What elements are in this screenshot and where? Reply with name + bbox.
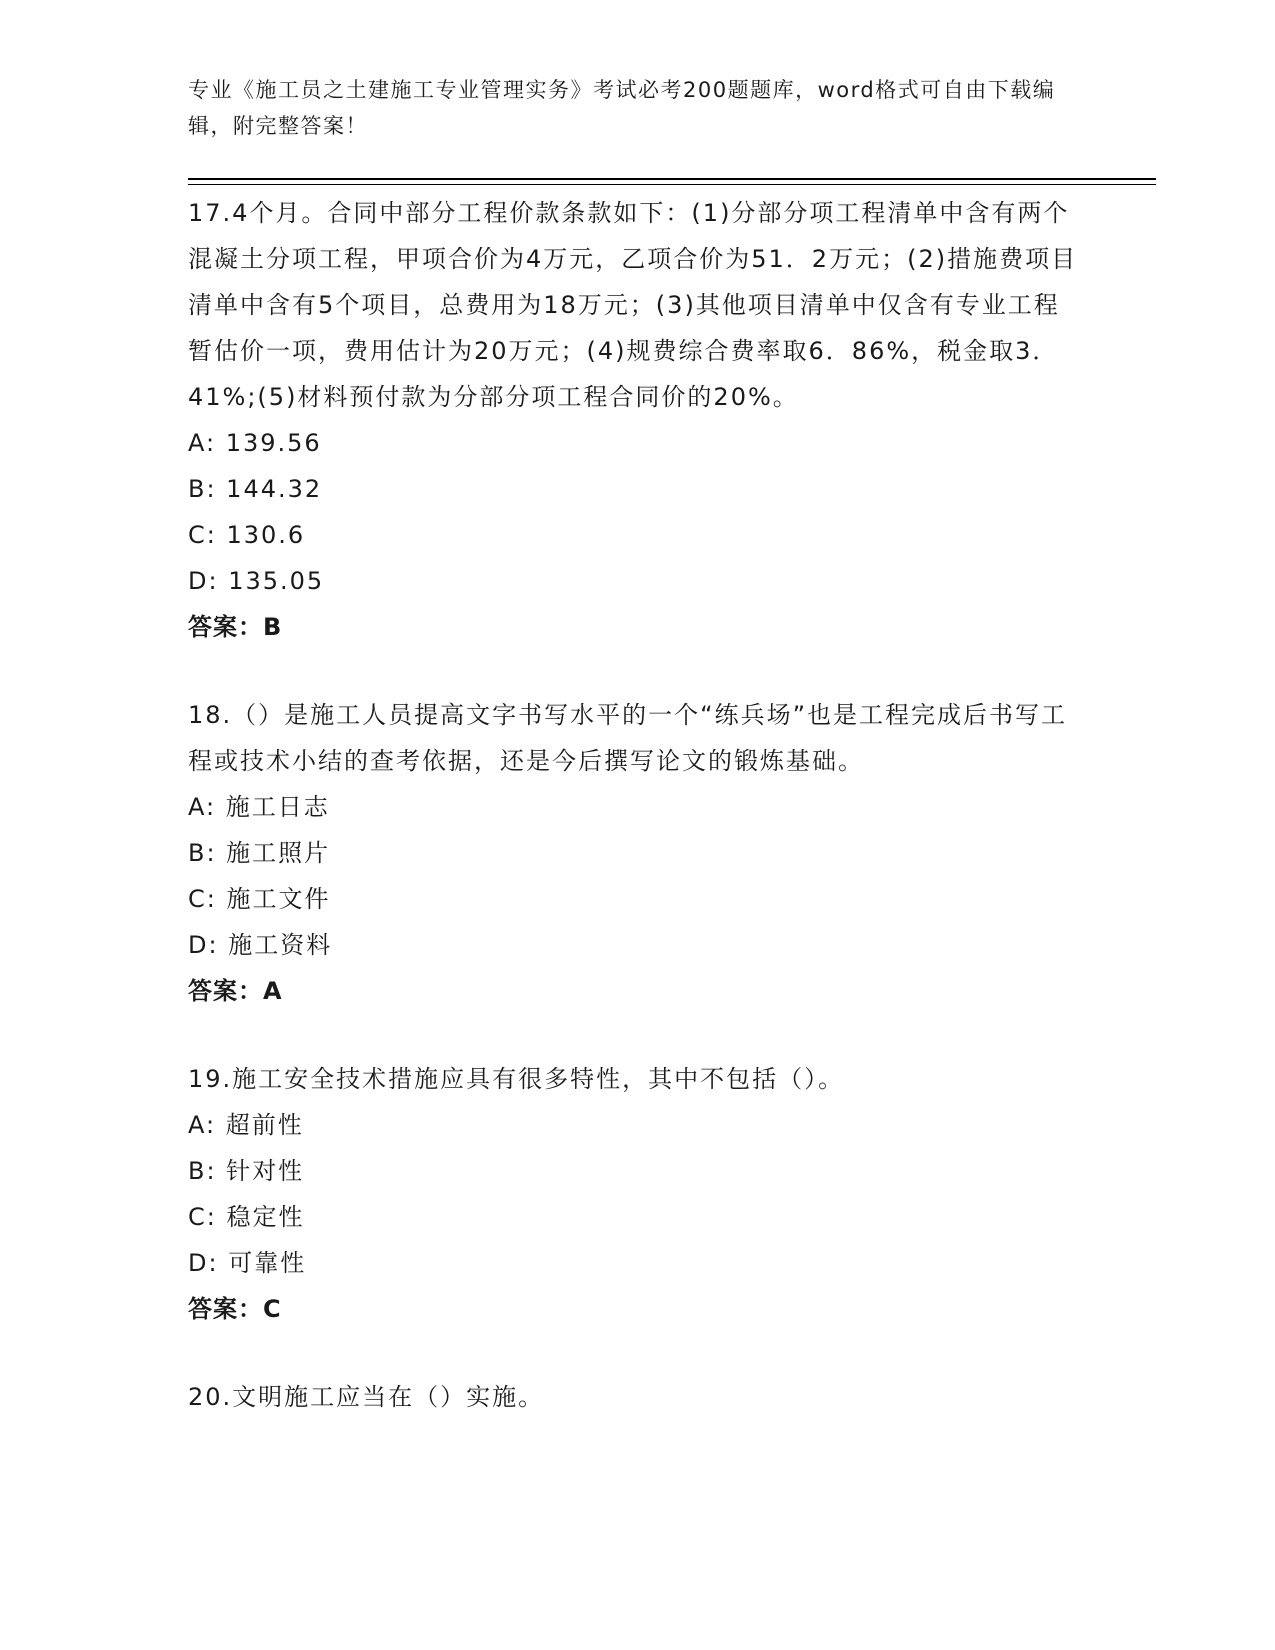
option-d: D: 施工资料 (188, 931, 333, 959)
question-18 (188, 692, 1078, 1014)
option-c: C: 130.6 (188, 521, 306, 549)
question-list (188, 190, 1078, 1462)
answer: 答案：B (188, 613, 283, 641)
answer: 答案：C (188, 1295, 282, 1323)
option-b: B: 针对性 (188, 1157, 305, 1185)
option-a: A: 施工日志 (188, 793, 330, 821)
question-19 (188, 1056, 1078, 1332)
question-17 (188, 190, 1078, 650)
option-b: B: 施工照片 (188, 839, 331, 867)
option-d: D: 135.05 (188, 567, 325, 595)
question-stem: 19.施工安全技术措施应具有很多特性，其中不包括（）。 (188, 1065, 845, 1093)
option-a: A: 超前性 (188, 1111, 304, 1139)
option-c: C: 施工文件 (188, 885, 331, 913)
question-stem: 18.（）是施工人员提高文字书写水平的一个“练兵场”也是工程完成后书写工程或技术小结的查考依据，还是今后撰写论文的锻炼基础。 (188, 701, 1068, 775)
question-20 (188, 1374, 1078, 1420)
answer: 答案：A (188, 977, 283, 1005)
question-stem: 20.文明施工应当在（）实施。 (188, 1383, 545, 1411)
header-divider (188, 178, 1156, 180)
header-divider-thin (188, 184, 1156, 185)
question-stem: 17.4个月。合同中部分工程价款条款如下：(1)分部分项工程清单中含有两个混凝土分项工程，甲项合价为4万元，乙项合价为51．2万元；(2)措施费项目清单中含有5个项目，总费用为18万元；(3)其他项目清单中仅含有专业工程暂估价一项，费用估计为20万元；(4)规费综合费率取6．86%，税金取3．41%;(5)材料预付款为分部分项工程合同价的20%。 (188, 199, 1078, 411)
page-header: 专业《施工员之土建施工专业管理实务》考试必考200题题库，word格式可自由下载编辑，附完整答案！ (188, 78, 1056, 138)
option-c: C: 稳定性 (188, 1203, 305, 1231)
option-b: B: 144.32 (188, 475, 323, 503)
option-a: A: 139.56 (188, 429, 322, 457)
option-d: D: 可靠性 (188, 1249, 307, 1277)
